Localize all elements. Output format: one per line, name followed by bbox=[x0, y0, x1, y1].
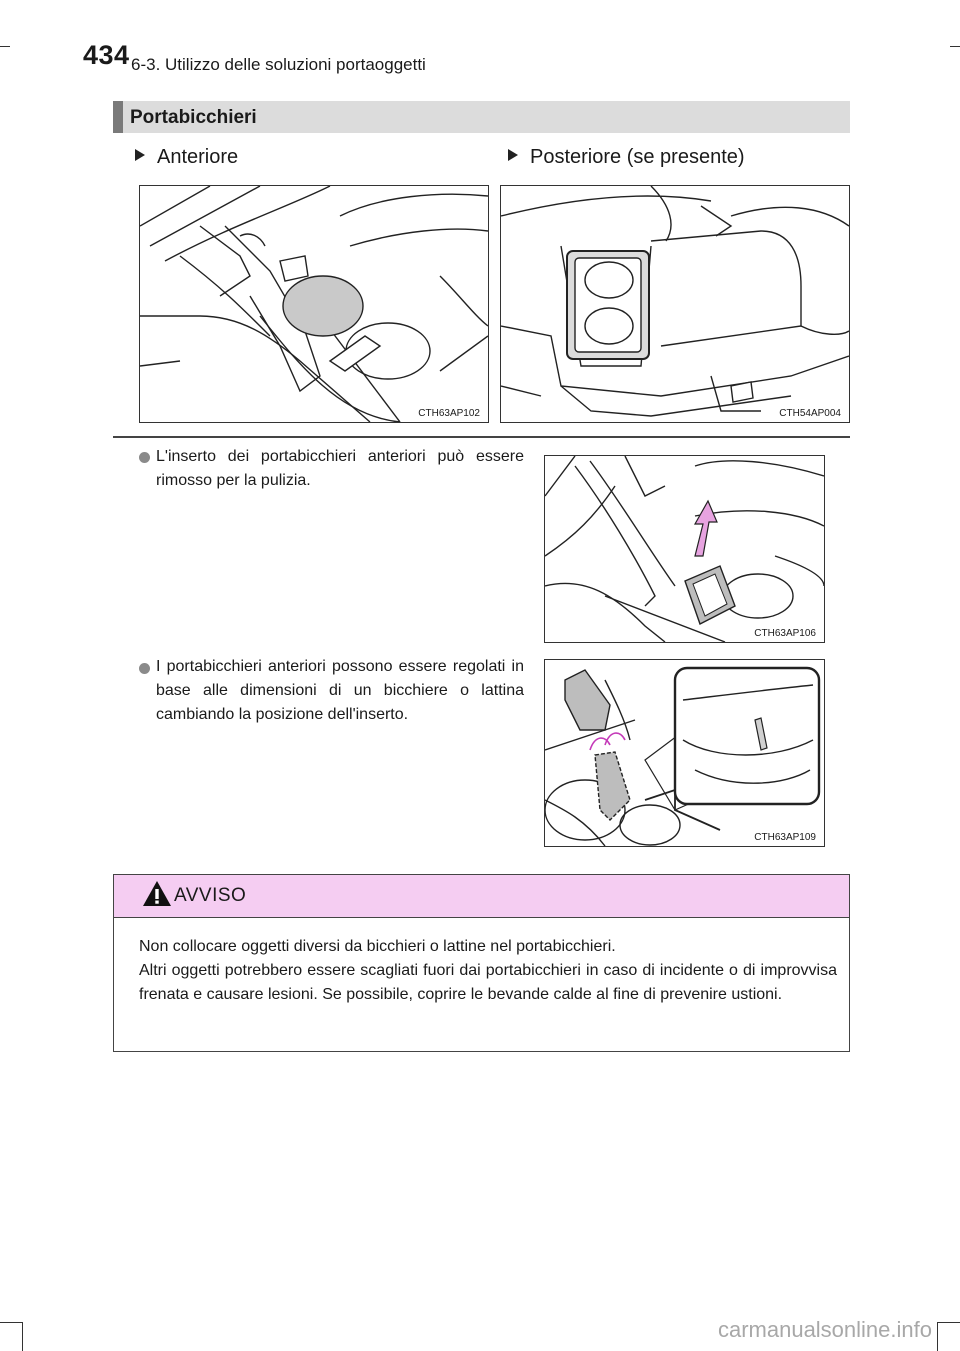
heading-title: Portabicchieri bbox=[130, 107, 257, 128]
bullet-text: I portabicchieri anteriori possono essere regolati in base alle dimensioni di un bicchiere o lattina cambiando la posizione dell'inserto. bbox=[156, 658, 524, 723]
warning-body bbox=[139, 935, 837, 1007]
triangle-bullet-icon bbox=[135, 149, 145, 161]
lift-arrow-icon bbox=[695, 501, 717, 556]
warning-header bbox=[114, 875, 849, 918]
rear-cupholder-illustration bbox=[501, 186, 849, 422]
bullet-icon bbox=[139, 452, 150, 463]
warning-title: AVVISO bbox=[174, 885, 247, 906]
bullet-text: L'inserto dei portabicchieri anteriori può essere rimosso per la pulizia. bbox=[156, 448, 524, 489]
crop-mark bbox=[22, 1322, 23, 1351]
figure-code: CTH63AP109 bbox=[754, 832, 816, 843]
warning-box bbox=[113, 874, 850, 1052]
crop-mark bbox=[937, 1322, 960, 1323]
caption-rear bbox=[508, 146, 745, 169]
divider bbox=[113, 436, 850, 438]
insert-removal-illustration bbox=[545, 456, 824, 642]
watermark: carmanualsonline.info bbox=[717, 1317, 932, 1342]
warning-triangle-icon bbox=[142, 879, 172, 909]
caption-front bbox=[135, 146, 238, 169]
figure-front-cupholder bbox=[139, 185, 489, 423]
insert-adjust-illustration bbox=[545, 660, 824, 846]
crop-mark bbox=[0, 46, 10, 47]
crop-mark bbox=[937, 1322, 938, 1351]
figure-rear-cupholder bbox=[500, 185, 850, 423]
figure-code: CTH63AP106 bbox=[754, 628, 816, 639]
warning-line-1: Non collocare oggetti diversi da bicchieri o lattine nel portabicchieri. bbox=[139, 938, 616, 955]
figure-code: CTH54AP004 bbox=[779, 408, 841, 419]
rotate-arrow-icon bbox=[605, 733, 625, 745]
figure-insert-adjust bbox=[544, 659, 825, 847]
crop-mark bbox=[950, 46, 960, 47]
figure-insert-removal bbox=[544, 455, 825, 643]
page-number: 434 bbox=[83, 40, 130, 70]
cupholder-highlight bbox=[283, 276, 363, 336]
caption-front-text: Anteriore bbox=[157, 146, 239, 168]
heading-accent bbox=[113, 101, 123, 133]
warning-line-2: Altri oggetti potrebbero essere scagliati fuori dai portabicchieri in caso di incidente o di improvvisa frenata e causare lesioni. Se possibile, coprire le bevande calde al fine di prevenire ustioni. bbox=[139, 962, 837, 1003]
section-title: 6-3. Utilizzo delle soluzioni portaoggetti bbox=[131, 55, 426, 74]
front-cupholder-illustration bbox=[140, 186, 488, 422]
section-heading bbox=[113, 101, 850, 133]
caption-rear-text: Posteriore (se presente) bbox=[530, 146, 745, 168]
bullet-icon bbox=[139, 663, 150, 674]
triangle-bullet-icon bbox=[508, 149, 518, 161]
figure-code: CTH63AP102 bbox=[418, 408, 480, 419]
crop-mark bbox=[0, 1322, 22, 1323]
